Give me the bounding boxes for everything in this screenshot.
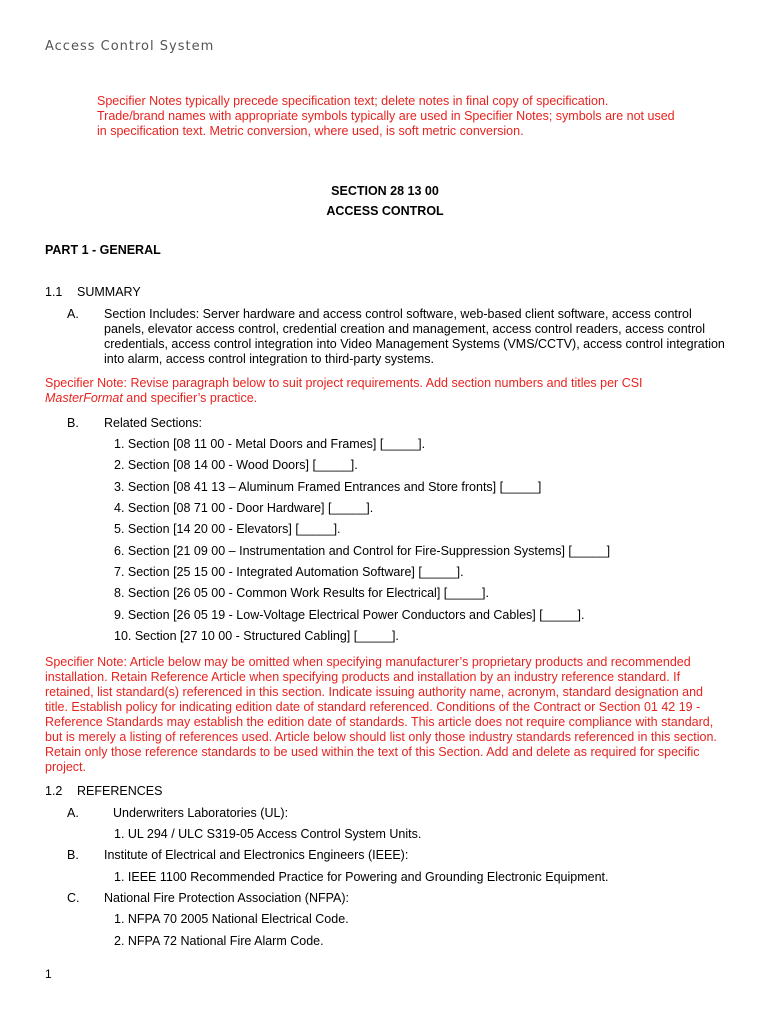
section-title: ACCESS CONTROL (326, 204, 444, 218)
specifier-line: in specification text. Metric conversion, where used, is soft metric conversion. (97, 124, 524, 138)
related-item: 9. Section [26 05 19 - Low-Voltage Electrical Power Conductors and Cables] [_____]. (114, 608, 585, 622)
related-item: 5. Section [14 20 00 - Elevators] [_____]. (114, 522, 341, 536)
page-number: 1 (45, 967, 52, 981)
summary-paragraph (95, 307, 734, 367)
specifier-line: Specifier Notes typically precede specification text; delete notes in final copy of specification. (97, 94, 609, 108)
paragraph-letter: C. (67, 891, 80, 905)
note-text-end: and specifier’s practice. (122, 391, 258, 405)
summary-text: Section Includes: Server hardware and access control software, web-based client software, access control panels, elevator access control, credential creation and management, access control readers, access control credentials, access control integration into Video Management Systems (VMS/CCTV), access control integration into alarm, access control integration to third-party systems. (104, 307, 725, 366)
related-item: 6. Section [21 09 00 – Instrumentation and Control for Fire-Suppression Systems] [_____] (114, 544, 611, 558)
related-item: 1. Section [08 11 00 - Metal Doors and Frames] [_____]. (114, 437, 426, 451)
related-item: 7. Section [25 15 00 - Integrated Automation Software] [_____]. (114, 565, 464, 579)
reference-org: Underwriters Laboratories (UL): (113, 806, 289, 820)
note-italic: MasterFormat (45, 391, 123, 405)
paragraph-letter: B. (67, 848, 79, 862)
article-title: REFERENCES (77, 784, 163, 798)
section-number: SECTION 28 13 00 (331, 184, 439, 198)
related-item: 8. Section [26 05 00 - Common Work Results for Electrical] [_____]. (114, 586, 489, 600)
reference-org: Institute of Electrical and Electronics Engineers (IEEE): (104, 848, 409, 862)
note-text: Specifier Note: Revise paragraph below to suit project requirements. Add section numbers and titles per CSI (45, 376, 643, 390)
related-item: 10. Section [27 10 00 - Structured Cabling] [_____]. (114, 629, 399, 643)
article-title: SUMMARY (77, 285, 141, 299)
reference-org: National Fire Protection Association (NFPA): (104, 891, 350, 905)
running-header: Access Control System (45, 39, 215, 54)
article-number: 1.1 (45, 285, 63, 299)
article-number: 1.2 (45, 784, 63, 798)
reference-item: 1. IEEE 1100 Recommended Practice for Powering and Grounding Electronic Equipment. (114, 870, 609, 884)
related-sections-label: Related Sections: (104, 416, 202, 430)
reference-item: 2. NFPA 72 National Fire Alarm Code. (114, 934, 324, 948)
specifier-line: Trade/brand names with appropriate symbols typically are used in Specifier Notes; symbols are not used (97, 109, 675, 123)
paragraph-letter: A. (67, 806, 79, 820)
paragraph-letter: B. (67, 416, 79, 430)
related-item: 3. Section [08 41 13 – Aluminum Framed Entrances and Store fronts] [_____] (114, 480, 542, 494)
paragraph-letter: A. (67, 307, 79, 321)
specifier-notes-intro (97, 94, 675, 139)
related-item: 2. Section [08 14 00 - Wood Doors] [_____]. (114, 458, 358, 472)
part-heading: PART 1 - GENERAL (45, 243, 161, 257)
specifier-note-related (45, 376, 725, 406)
related-item: 4. Section [08 71 00 - Door Hardware] [_____]. (114, 501, 374, 515)
reference-item: 1. UL 294 / ULC S319-05 Access Control System Units. (114, 827, 422, 841)
reference-item: 1. NFPA 70 2005 National Electrical Code. (114, 912, 349, 926)
specifier-note-references: Specifier Note: Article below may be omitted when specifying manufacturer’s proprietary products and recommended installation. Retain Reference Article when specifying products and installation by an industry reference standard. If retained, list standard(s) referenced in this section. Indicate issuing authority name, acronym, standard designation and title. Establish policy for indicating edition date of standard referenced. Conditions of the Contract or Section 01 42 19 - Reference Standards may establish the edition date of standards. This article does not require compliance with standard, but is merely a listing of references used. Article below should list only those industry standards referenced in this section. Retain only those reference standards to be used within the text of this Section. Add and delete as required for specific project. (45, 655, 717, 774)
